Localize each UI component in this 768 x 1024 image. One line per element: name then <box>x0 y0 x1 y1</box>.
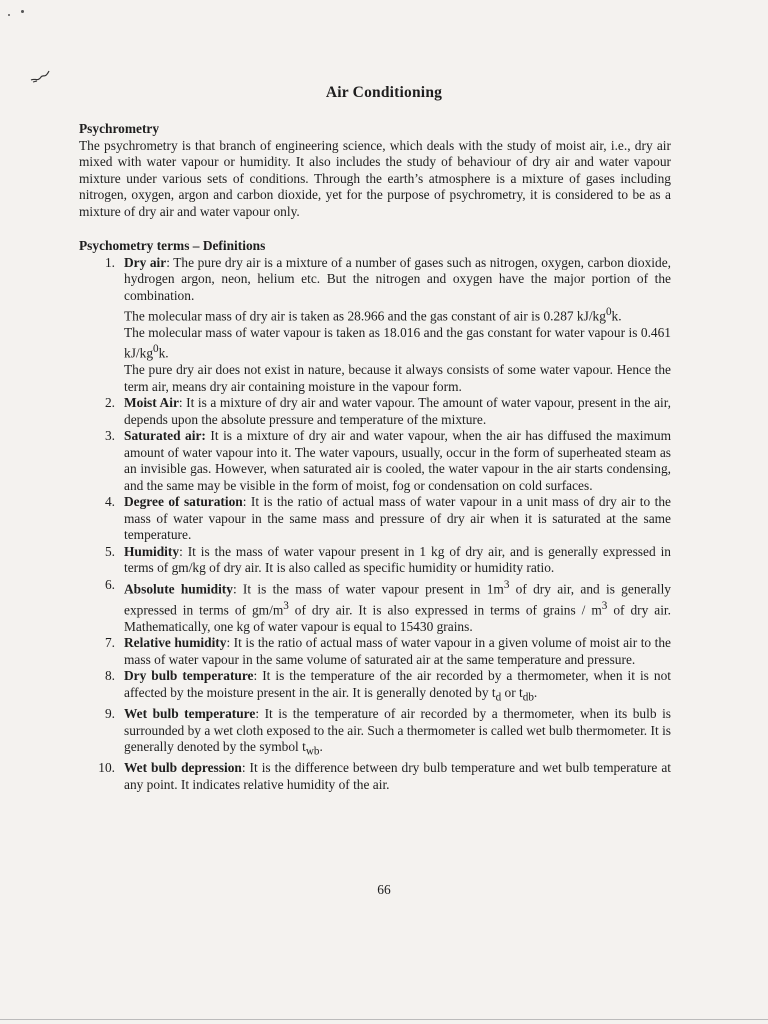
scan-speck <box>21 10 24 13</box>
definitions-list <box>79 255 671 794</box>
term-text: The pure dry air does not exist in nature, because it always consists of some water vapour. Hence the term air, means dry air containing moisture in the vapour form. <box>124 362 671 394</box>
item-number: 10. <box>98 760 115 776</box>
term-text: : It is the mass of water vapour present in 1m <box>232 581 504 597</box>
term-text: The molecular mass of dry air is taken as 28.966 and the gas constant of air is 0.287 kJ/kg <box>124 308 606 324</box>
document-body <box>79 121 671 793</box>
superscript: 3 <box>601 599 608 612</box>
term-label: Relative humidity <box>124 635 227 651</box>
superscript: 0 <box>605 306 612 318</box>
term-text: : It is the mass of water vapour present in 1 kg of dry air, and is generally expressed in terms of gm/kg of dry air. It is also called as specific humidity or humidity ratio. <box>124 543 671 576</box>
item-number: 9. <box>104 706 115 722</box>
definition-item <box>104 668 671 706</box>
definition-item <box>104 706 671 760</box>
item-number: 7. <box>104 635 115 651</box>
definition-item <box>104 395 671 428</box>
term-text: : It is the ratio of actual mass of water vapour in a given volume of moist air to the mass of water vapour in the same volume of saturated air at the same temperature and pressure. <box>124 635 671 667</box>
term-label: Humidity <box>124 543 180 559</box>
term-label: Absolute humidity <box>124 581 233 597</box>
definition-item <box>104 254 671 396</box>
intro-paragraph: The psychrometry is that branch of engineering science, which deals with the study of moist air, i.e., dry air mixed with water vapour or humidity. It also includes the study of behaviour of dry air and water vapour mixture under various sets of conditions. Through the earth’s atmosphere is a mixture of gases including nitrogen, oxygen, argon and carbon dioxide, yet for the purpose of psychrometry, it is considered to be as a mixture of dry air and water vapour only. <box>79 137 671 219</box>
term-text: : It is the temperature of air recorded by a thermometer, when its bulb is surrounded by a wet cloth exposed to the air. Such a thermometer is called wet bulb thermometer. It is generally denoted by the symbol t <box>124 706 671 755</box>
superscript: 0 <box>153 343 159 356</box>
definition-item <box>104 635 671 668</box>
term-text: : The pure dry air is a mixture of a number of gases such as nitrogen, oxygen, carbon dioxide, hydrogen argon, neon, helium etc. But the nitrogen and oxygen have the major portion of the combination. <box>124 254 671 303</box>
term-label: Moist Air <box>124 395 179 411</box>
term-text: of dry air, and is generally expressed in terms of gm/m <box>124 581 671 618</box>
definition-item <box>104 543 671 577</box>
term-text: or t <box>501 684 523 700</box>
pen-mark-icon <box>30 68 52 84</box>
page-number: 66 <box>377 882 391 897</box>
term-label: Dry air <box>124 254 167 270</box>
scan-edge-line <box>0 1019 768 1020</box>
term-label: Saturated air: <box>124 428 206 444</box>
scan-speck <box>8 14 10 16</box>
superscript: 3 <box>503 578 510 591</box>
term-text: : It is the ratio of actual mass of water vapour in a unit mass of dry air to the mass of water vapour in the same mass and pressure of dry air when it is saturated at the same temperature. <box>124 494 671 543</box>
subscript: d <box>495 691 502 704</box>
definition-item <box>104 576 671 635</box>
item-number: 3. <box>104 428 115 444</box>
term-label: Wet bulb temperature <box>124 706 256 722</box>
term-label: Wet bulb depression <box>124 760 242 776</box>
definition-item <box>104 494 671 544</box>
item-number: 5. <box>104 543 115 559</box>
definition-item <box>98 760 671 793</box>
section-heading-psychrometry: Psychrometry <box>79 121 160 136</box>
term-text: k. <box>611 308 622 324</box>
term-text: The molecular mass of water vapour is taken as 18.016 and the gas constant for water vapour is 0.461 kJ/kg <box>124 324 671 361</box>
section-heading-terms: Psychometry terms – Definitions <box>79 238 266 253</box>
term-text: : It is a mixture of dry air and water vapour. The amount of water vapour, present in the air, depends upon the absolute pressure and temperature of the mixture. <box>124 395 671 427</box>
term-text: of dry air. It is also expressed in terms of grains / m <box>288 602 602 618</box>
term-text: . <box>319 739 323 755</box>
term-text: : It is the difference between dry bulb temperature and wet bulb temperature at any point. It indicates relative humidity of the air. <box>124 760 671 792</box>
page-title: Air Conditioning <box>325 84 443 101</box>
item-number: 8. <box>104 668 115 684</box>
subscript: db <box>522 691 534 704</box>
item-number: 2. <box>104 395 115 411</box>
term-text: . <box>533 684 538 700</box>
term-label: Dry bulb temperature <box>124 668 254 684</box>
definition-item <box>104 428 671 494</box>
term-text: It is a mixture of dry air and water vapour, when the air has diffused the maximum amount of water vapour into it. The water vapours, usually, occur in the form of superheated steam as an invisible gas. However, when saturated air is cooled, the water vapour in the air starts condensing, and the same may be visible in the form of moist, fog or condensation on cold surfaces. <box>124 428 671 493</box>
item-number: 1. <box>104 254 115 270</box>
term-text: k. <box>158 345 169 361</box>
item-number: 4. <box>104 494 115 510</box>
term-label: Degree of saturation <box>124 494 243 510</box>
subscript: wb <box>305 745 320 758</box>
item-number: 6. <box>104 576 115 592</box>
term-text: of dry air. Mathematically, one kg of water vapour is equal to 15430 grains. <box>124 602 671 634</box>
superscript: 3 <box>283 599 289 612</box>
term-text: : It is the temperature of the air recorded by a thermometer, when it is not affected by the moisture present in the air. It is generally denoted by t <box>124 668 671 700</box>
